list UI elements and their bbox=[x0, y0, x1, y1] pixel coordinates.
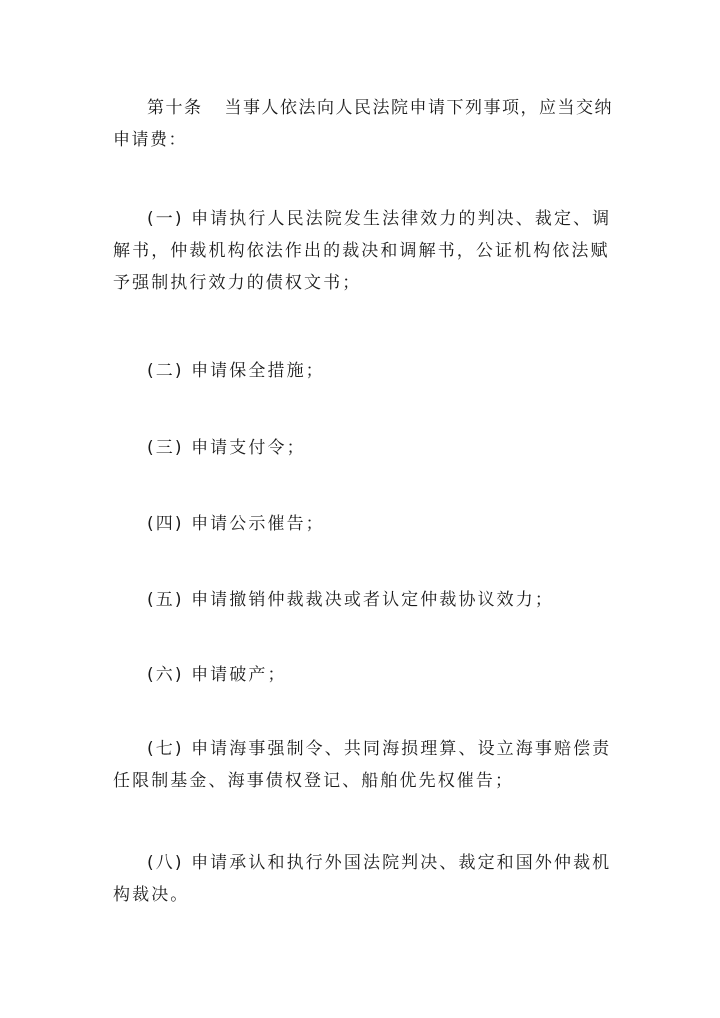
item-8: (八) 申请承认和执行外国法院判决、裁定和国外仲裁机构裁决。 bbox=[113, 853, 612, 905]
item-1: (一) 申请执行人民法院发生法律效力的判决、裁定、调解书，仲裁机构依法作出的裁决和调解书，公证机构依法赋予强制执行效力的债权文书； bbox=[113, 209, 612, 293]
article-number: 第十条 bbox=[147, 98, 203, 118]
item-7: (七) 申请海事强制令、共同海损理算、设立海事赔偿责任限制基金、海事债权登记、船舶优先权催告； bbox=[113, 739, 612, 791]
item-3: (三) 申请支付令； bbox=[147, 438, 306, 458]
article-paragraph bbox=[113, 92, 613, 156]
item-6: (六) 申请破产； bbox=[147, 665, 287, 685]
article-intro: 当事人依法向人民法院申请下列事项，应当交纳申请费： bbox=[113, 98, 613, 150]
item-2: (二) 申请保全措施； bbox=[147, 361, 325, 381]
item-4: (四) 申请公示催告； bbox=[147, 514, 325, 534]
item-5: (五) 申请撤销仲裁裁决或者认定仲裁协议效力； bbox=[147, 590, 554, 610]
